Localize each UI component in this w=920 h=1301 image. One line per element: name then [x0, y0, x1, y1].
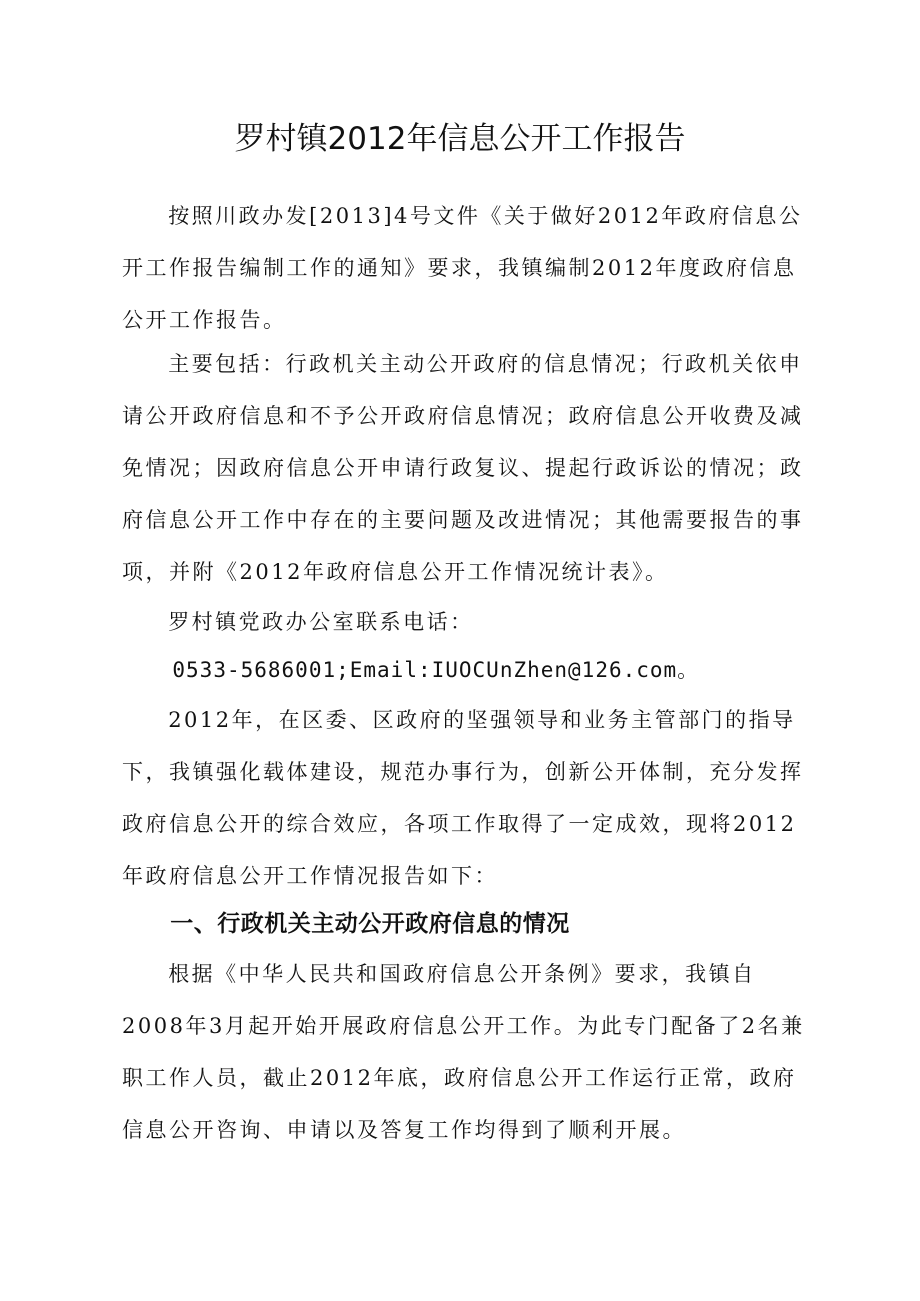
contact-value: 0533-5686001;Email:IUOCUnZhen@126.com。 — [172, 658, 700, 682]
section-1-heading: 一、行政机关主动公开政府信息的情况 — [170, 911, 570, 937]
contents-paragraph: 主要包括：行政机关主动公开政府的信息情况；行政机关依申请公开政府信息和不予公开政府信息情况；政府信息公开收费及减免情况；因政府信息公开申请行政复议、提起行政诉讼的情况；政府信息公开工作中存在的主要问题及改进情况；其他需要报告的事项，并附《2012年政府信息公开工作情况统计表》。 — [122, 352, 804, 584]
intro-paragraph: 按照川政办发[2013]4号文件《关于做好2012年政府信息公开工作报告编制工作的通知》要求，我镇编制2012年度政府信息公开工作报告。 — [122, 204, 803, 332]
contact-label: 罗村镇党政办公室联系电话： — [168, 610, 474, 634]
document-title: 罗村镇2012年信息公开工作报告 — [234, 121, 686, 157]
section-1-body: 根据《中华人民共和国政府信息公开条例》要求，我镇自2008年3月起开始开展政府信息公开工作。为此专门配备了2名兼职工作人员，截止2012年底，政府信息公开工作运行正常，政府信息公开咨询、申请以及答复工作均得到了顺利开展。 — [122, 962, 805, 1142]
overview-paragraph: 2012年，在区委、区政府的坚强领导和业务主管部门的指导下，我镇强化载体建设，规范办事行为，创新公开体制，充分发挥政府信息公开的综合效应，各项工作取得了一定成效，现将2012年政府信息公开工作情况报告如下： — [122, 708, 804, 888]
